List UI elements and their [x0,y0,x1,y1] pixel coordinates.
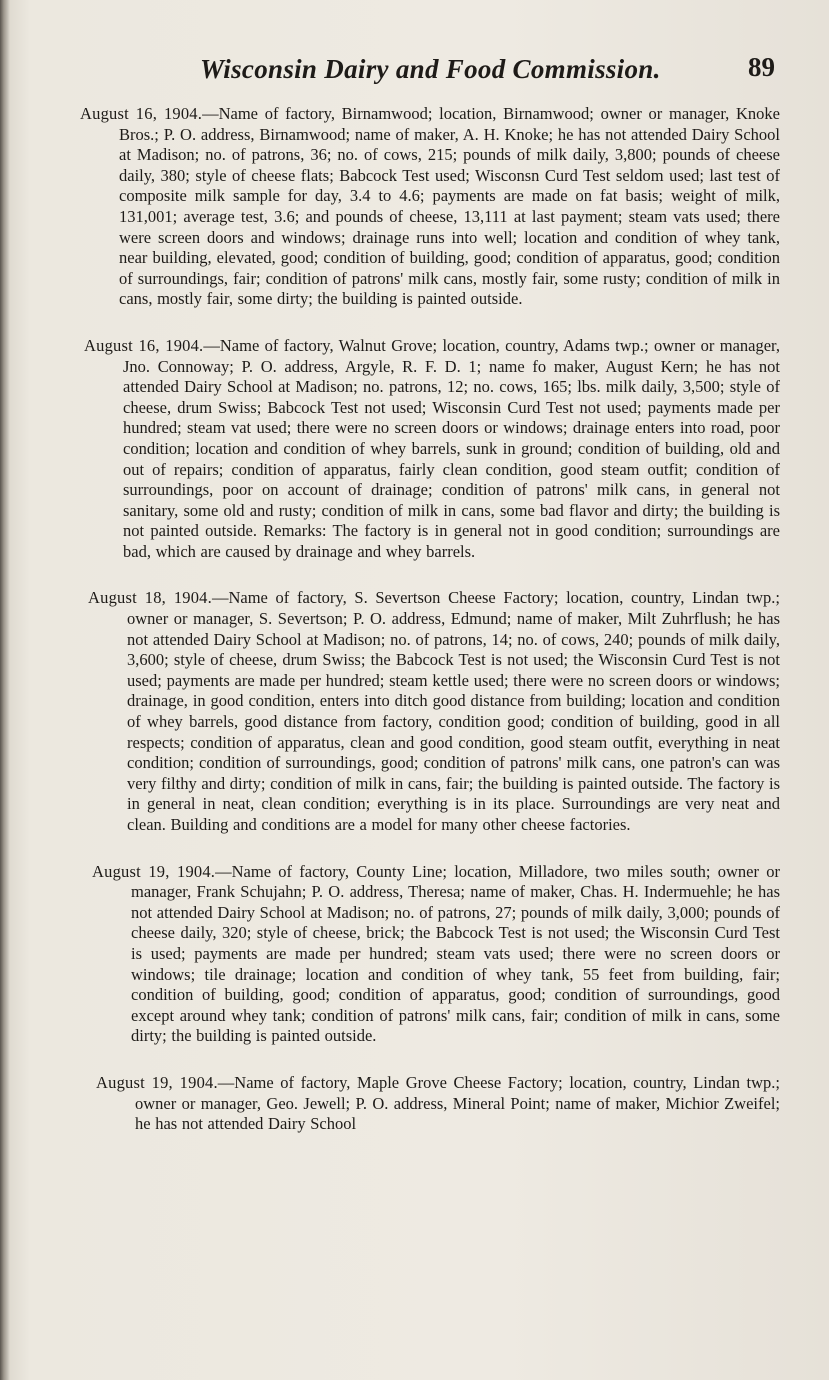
inspection-entries [80,104,780,1161]
entry-text: —Name of factory, County Line; location, Milladore, two miles south; owner or manager, Frank Schujahn; P. O. address, Theresa; name of maker, Chas. H. Indermuehle; he has not attended Dairy School at Madison; no. of patrons, 27; pounds of milk daily, 3,000; pounds of cheese daily, 320; style of cheese, brick; the Babcock Test is not used; the Wisconsin Curd Test is used; payments are made per hundred; steam vats used; there were no screen doors or windows; tile drainage; location and condition of whey tank, 55 feet from building, fair; condition of building, good; condition of apparatus, good; condition of surroundings, good except around whey tank; condition of patrons' milk cans, fair; condition of milk in cans, some dirty; the building is painted outside. [131,861,780,1046]
entry-date: August 18, 1904. [88,588,212,608]
binding-shadow [0,0,10,1380]
entry-date: August 19, 1904. [96,1072,218,1092]
inspection-entry [96,1073,780,1135]
inspection-entry [92,862,780,1047]
entry-date: August 16, 1904. [84,335,204,355]
running-title: Wisconsin Dairy and Food Commission. [200,54,661,84]
entry-text: —Name of factory, S. Severtson Cheese Factory; location, country, Lindan twp.; owner or manager, S. Severtson; P. O. address, Edmund; name of maker, Milt Zuhrflush; he has not attended Dairy School at Madison; no. of patrons, 14; no. of cows, 240; pounds of milk daily, 3,600; style of cheese, drum Swiss; the Babcock Test is not used; the Wisconsin Curd Test is not used; payments are made per hundred; steam kettle used; there were no screen doors or windows; drainage, in good condition, enters into ditch good distance from building; location and condition of whey barrels, good distance from factory, condition good; condition of building, good in all respects; condition of apparatus, clean and good condition, good steam outfit, everything in neat condition; condition of surroundings, good; condition of patrons' milk cans, one patron's can was very filthy and dirty; condition of milk in cans, fair; the building is painted outside. The factory is in general in neat, clean condition; everything is in its place. Surroundings are very neat and clean. Building and conditions are a model for many other cheese factories. [127,588,780,834]
inspection-entry [88,588,780,835]
entry-text: —Name of factory, Walnut Grove; location, country, Adams twp.; owner or manager, Jno. Connoway; P. O. address, Argyle, R. F. D. 1; name fo maker, August Kern; he has not attended Dairy School at Madison; no. patrons, 12; no. cows, 165; lbs. milk daily, 3,500; style of cheese, drum Swiss; Babcock Test not used; Wisconsin Curd Test not used; payments made per hundred; steam vat used; there were no screen doors or windows; drainage enters into road, poor condition; location and condition of whey barrels, sunk in ground; condition of building, old and out of repairs; condition of apparatus, fairly clean condition, good steam outfit; condition of surroundings, poor on account of drainage; condition of patrons' milk cans, in general not sanitary, some old and rusty; condition of milk in cans, some bad flavor and dirty; the building is not painted outside. Remarks: The factory is in general not in good condition; surroundings are bad, which are caused by drainage and whey barrels. [123,335,781,561]
entry-date: August 19, 1904. [92,861,216,881]
entry-text: —Name of factory, Birnamwood; location, Birnamwood; owner or manager, Knoke Bros.; P. O. address, Birnamwood; name of maker, A. H. Knoke; he has not attended Dairy School at Madison; no. of patrons, 36; no. of cows, 215; pounds of milk daily, 3,800; pounds of cheese daily, 380; style of cheese flats; Babcock Test used; Wisconsn Curd Test seldom used; last test of composite milk sample for day, 3.4 to 4.6; payments are made on fat basis; weight of milk, 131,001; average test, 3.6; and pounds of cheese, 13,111 at last payment; steam vats used; there were screen doors and windows; drainage runs into well; location and condition of whey tank, near building, elevated, good; condition of building, good; condition of apparatus, good; condition of surroundings, fair; condition of patrons' milk cans, mostly fair, some rusty; condition of milk in cans, mostly fair, some dirty; the building is painted outside. [119,104,781,309]
inspection-entry [84,336,780,563]
inspection-entry [80,104,780,310]
entry-date: August 16, 1904. [80,104,203,123]
entry-text: —Name of factory, Maple Grove Cheese Factory; location, country, Lindan twp.; owner or manager, Geo. Jewell; P. O. address, Mineral Point; name of maker, Michior Zweifel; he has not attended Dairy School [135,1072,780,1134]
page-header [0,50,829,90]
page-number: 89 [748,52,775,82]
